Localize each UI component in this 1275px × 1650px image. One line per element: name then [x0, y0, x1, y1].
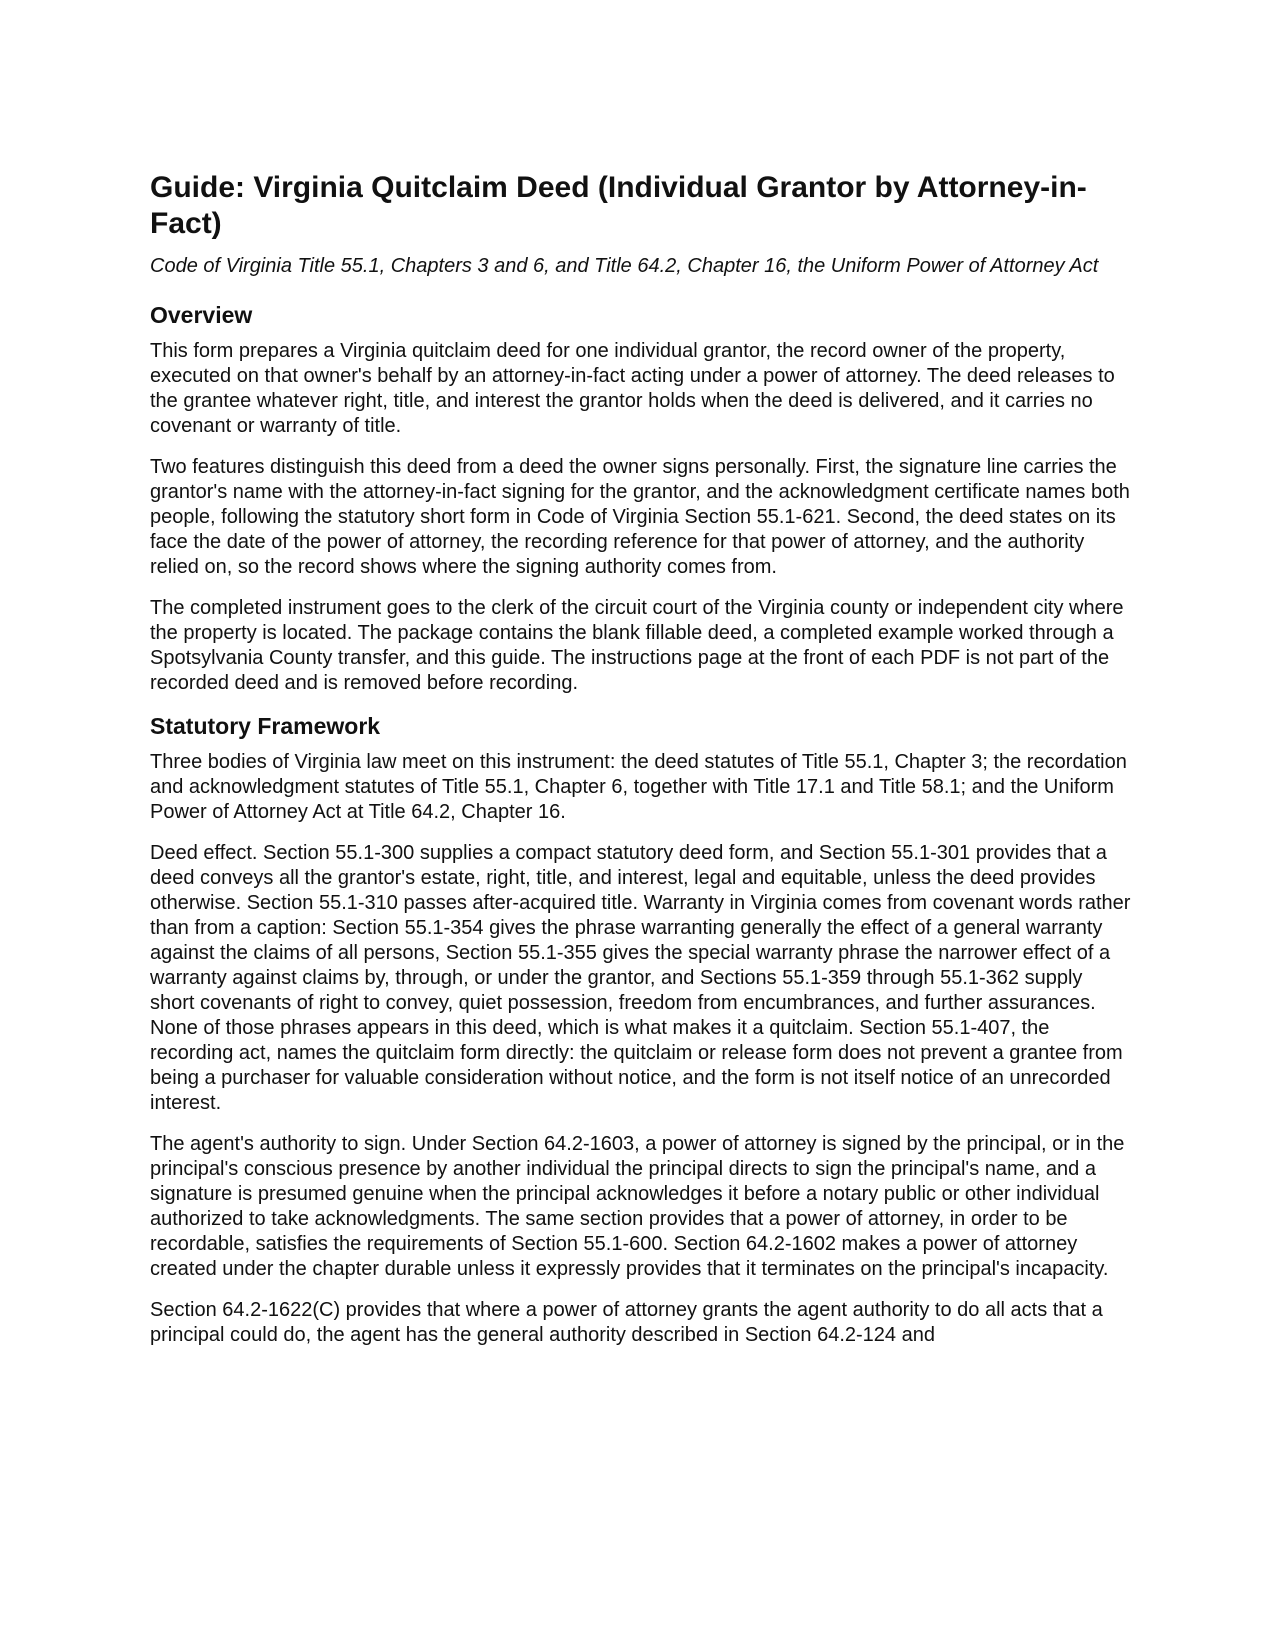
section-heading-statutory-framework: Statutory Framework [150, 713, 381, 739]
paragraph: Two features distinguish this deed from a deed the owner signs personally. First, the signature line carries the grantor's name with the attorney-in-fact signing for the grantor, and the acknowledgment certificate names both people, following the statutory short form in Code of Virginia Section 55.1-621. Second, the deed states on its face the date of the power of attorney, the recording reference for that power of attorney, and the authority relied on, so the record shows where the signing authority comes from. [150, 456, 1130, 578]
paragraph: Deed effect. Section 55.1-300 supplies a compact statutory deed form, and Section 55.1-301 provides that a deed conveys all the grantor's estate, right, title, and interest, legal and equitable, unless the deed provides otherwise. Section 55.1-310 passes after-acquired title. Warranty in Virginia comes from covenant words rather than from a caption: Section 55.1-354 gives the phrase warranting generally the effect of a general warranty against the claims of all persons, Section 55.1-355 gives the special warranty phrase the narrower effect of a warranty against claims by, through, or under the grantor, and Sections 55.1-359 through 55.1-362 supply short covenants of right to convey, quiet possession, freedom from encumbrances, and further assurances. None of those phrases appears in this deed, which is what makes it a quitclaim. Section 55.1-407, the recording act, names the quitclaim form directly: the quitclaim or release form does not prevent a grantee from being a purchaser for valuable consideration without notice, and the form is not itself notice of an unrecorded interest. [150, 842, 1131, 1114]
document-page [150, 170, 1132, 1364]
document-title: Guide: Virginia Quitclaim Deed (Individual Grantor by Attorney-in-Fact) [150, 171, 1087, 240]
paragraph: The completed instrument goes to the clerk of the circuit court of the Virginia county or independent city where the property is located. The package contains the blank fillable deed, a completed example worked through a Spotsylvania County transfer, and this guide. The instructions page at the front of each PDF is not part of the recorded deed and is removed before recording. [150, 597, 1124, 694]
paragraph: Section 64.2-1622(C) provides that where a power of attorney grants the agent authority to do all acts that a principal could do, the agent has the general authority described in Section 64.2-124 and [150, 1299, 1103, 1346]
section-heading-overview: Overview [150, 302, 253, 328]
section-overview [150, 301, 1132, 696]
document-subtitle: Code of Virginia Title 55.1, Chapters 3 and 6, and Title 64.2, Chapter 16, the Uniform Power of Attorney Act [150, 255, 1099, 277]
paragraph: Three bodies of Virginia law meet on this instrument: the deed statutes of Title 55.1, Chapter 3; the recordation and acknowledgment statutes of Title 55.1, Chapter 6, together with Title 17.1 and Title 58.1; and the Uniform Power of Attorney Act at Title 64.2, Chapter 16. [150, 751, 1127, 823]
section-statutory-framework [150, 712, 1132, 1348]
paragraph: This form prepares a Virginia quitclaim deed for one individual grantor, the record owner of the property, executed on that owner's behalf by an attorney-in-fact acting under a power of attorney. The deed releases to the grantee whatever right, title, and interest the grantor holds when the deed is delivered, and it carries no covenant or warranty of title. [150, 340, 1115, 437]
paragraph: The agent's authority to sign. Under Section 64.2-1603, a power of attorney is signed by the principal, or in the principal's conscious presence by another individual the principal directs to sign the principal's name, and a signature is presumed genuine when the principal acknowledges it before a notary public or other individual authorized to take acknowledgments. The same section provides that a power of attorney, in order to be recordable, satisfies the requirements of Section 55.1-600. Section 64.2-1602 makes a power of attorney created under the chapter durable unless it expressly provides that it terminates on the principal's incapacity. [150, 1133, 1125, 1280]
